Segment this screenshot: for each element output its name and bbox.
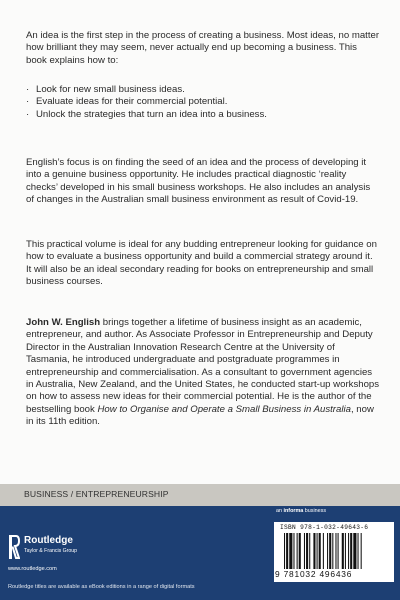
barcode-bar bbox=[353, 533, 356, 569]
routledge-logo-icon bbox=[8, 534, 20, 560]
barcode-bars bbox=[284, 533, 388, 569]
informa-brand: informa bbox=[283, 508, 304, 514]
author-bio bbox=[26, 317, 380, 429]
bullet-point: · bbox=[26, 96, 30, 108]
bullet-text: Unlock the strategies that turn an idea into a business. bbox=[36, 108, 267, 120]
bio-body: brings together a lifetime of business insight as an academic, entrepreneur, and author. As Associate Professor in Entrepreneurship and Deputy Director in the Australian Innovation Research Centre at the University of Tasmania, he introduced undergraduate and postgraduate programmes in entrepreneurship and commercialisation. As a consultant to government agencies in Australia, New Zealand, and the United States, he conducted start-up workshops on how to assess new ideas for their commercial potential. He is the author of the bestselling book bbox=[26, 317, 380, 415]
barcode-bar bbox=[299, 533, 301, 569]
author-name: John W. English bbox=[26, 317, 101, 328]
barcode-bar bbox=[350, 533, 352, 569]
barcode-bar bbox=[313, 533, 315, 569]
barcode-bar bbox=[345, 533, 346, 569]
barcode-bar bbox=[327, 533, 328, 569]
publisher-name: Routledge bbox=[24, 535, 73, 546]
barcode-bar bbox=[306, 533, 308, 569]
intro-text: An idea is the first step in the process of creating a business. Most ideas, no matter how brilliant they may seem, never actually end up becoming a business. This book explains how to: bbox=[26, 30, 380, 66]
bio-ending: , now in its 11th edition. bbox=[26, 403, 374, 428]
barcode-bar bbox=[358, 533, 359, 569]
barcode-bar bbox=[335, 533, 336, 569]
ebook-note: Routledge titles are available as eBook editions in a range of digital formats bbox=[8, 584, 195, 590]
bullet-list bbox=[26, 84, 380, 121]
barcode-bar bbox=[317, 533, 318, 569]
barcode-bar bbox=[342, 533, 344, 569]
barcode-bar bbox=[332, 533, 333, 569]
bullet-point: · bbox=[26, 108, 30, 120]
list-item bbox=[26, 96, 380, 108]
barcode-bar bbox=[289, 533, 292, 569]
informa-tagline bbox=[276, 508, 326, 514]
isbn-text: ISBN 978-1-032-49643-6 bbox=[280, 524, 369, 531]
barcode-bar bbox=[323, 533, 324, 569]
category-label: BUSINESS / ENTREPRENEURSHIP bbox=[24, 489, 169, 499]
barcode-bar bbox=[304, 533, 305, 569]
bullet-point: · bbox=[26, 84, 30, 95]
intro-paragraph bbox=[26, 30, 380, 67]
barcode-bar bbox=[297, 533, 298, 569]
publisher-imprint: Taylor & Francis Group bbox=[24, 548, 78, 554]
category-band bbox=[0, 484, 400, 506]
barcode bbox=[274, 522, 394, 582]
barcode-bar bbox=[338, 533, 339, 569]
barcode-bar bbox=[361, 533, 362, 569]
barcode-bar bbox=[329, 533, 331, 569]
bullet-text: Evaluate ideas for their commercial potential. bbox=[36, 96, 228, 108]
list-item bbox=[26, 109, 380, 121]
audience-paragraph bbox=[26, 239, 380, 289]
barcode-bar bbox=[293, 533, 294, 569]
publisher-website: www.routledge.com bbox=[8, 566, 57, 572]
barcode-bar bbox=[286, 533, 288, 569]
barcode-bar bbox=[319, 533, 321, 569]
bio-text bbox=[26, 317, 380, 429]
bullet-text: Look for new small business ideas. bbox=[36, 84, 185, 95]
informa-suffix: business bbox=[303, 508, 327, 514]
barcode-bar bbox=[348, 533, 349, 569]
focus-text: English’s focus is on finding the seed of an idea and the process of developing it into a genuine business opportunity. He includes practical diagnostic ‘reality checks’ developed in his small business workshops. He also includes an analysis of changes in the Australian small business environment as result of Covid-19. bbox=[26, 157, 371, 206]
focus-paragraph bbox=[26, 157, 380, 207]
barcode-digits: 9 781032 496436 bbox=[275, 569, 353, 579]
list-item bbox=[26, 84, 380, 96]
publisher-footer bbox=[0, 506, 400, 600]
barcode-bar bbox=[284, 533, 285, 569]
informa-prefix: an bbox=[276, 508, 284, 514]
audience-text: This practical volume is ideal for any budding entrepreneur looking for guidance on how to evaluate a business opportunity and build a commercial strategy around it. It will also be an ideal secondary reading for books on entrepreneurship and small business courses. bbox=[26, 239, 377, 288]
book-title: How to Organise and Operate a Small Business in Australia bbox=[97, 403, 351, 415]
barcode-bar bbox=[309, 533, 310, 569]
